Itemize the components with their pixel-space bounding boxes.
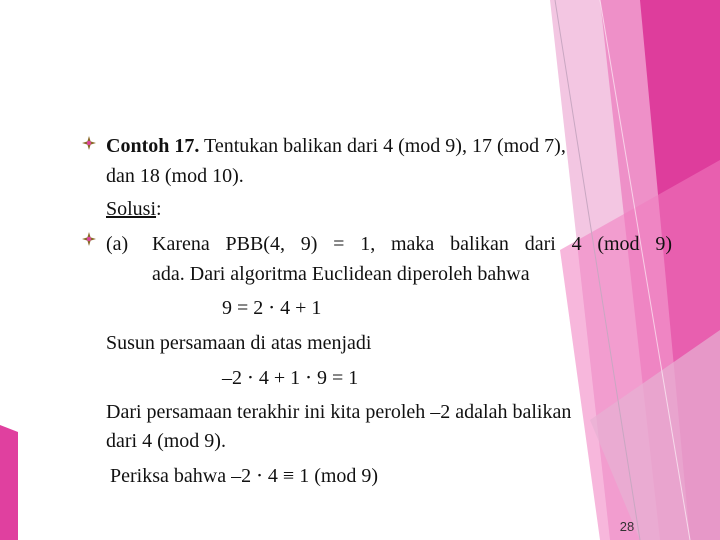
conclusion-text: Dari persamaan terakhir ini kita peroleh –2 adalah balikan [106, 401, 572, 423]
rearrange-text: Susun persamaan di atas menjadi [106, 332, 372, 354]
part-a-label: (a) [106, 233, 129, 255]
example-label: Contoh 17. [106, 135, 200, 157]
part-a-text-2: ada. Dari algoritma Euclidean diperoleh bahwa [152, 263, 530, 285]
check-text: Periksa bahwa –2 ⋅ 4 ≡ 1 (mod 9) [110, 465, 379, 487]
example-line-2: dan 18 (mod 10). [106, 165, 244, 187]
solution-label: Solusi [106, 198, 157, 220]
equation-1: 9 = 2 ⋅ 4 + 1 [222, 297, 322, 319]
example-line [106, 134, 566, 158]
solution-heading [106, 197, 162, 221]
solution-colon: : [156, 198, 162, 220]
equation-2: –2 ⋅ 4 + 1 ⋅ 9 = 1 [222, 367, 359, 389]
star-bullet-icon [82, 136, 96, 150]
conclusion-text-2: dari 4 (mod 9). [106, 430, 226, 452]
page-number: 28 [619, 519, 635, 534]
part-a-text: Karena PBB(4, 9) = 1, maka balikan dari 4 (mod 9) [152, 233, 672, 255]
star-bullet-icon [82, 232, 96, 246]
example-text: Tentukan balikan dari 4 (mod 9), 17 (mod 7), [204, 135, 566, 157]
